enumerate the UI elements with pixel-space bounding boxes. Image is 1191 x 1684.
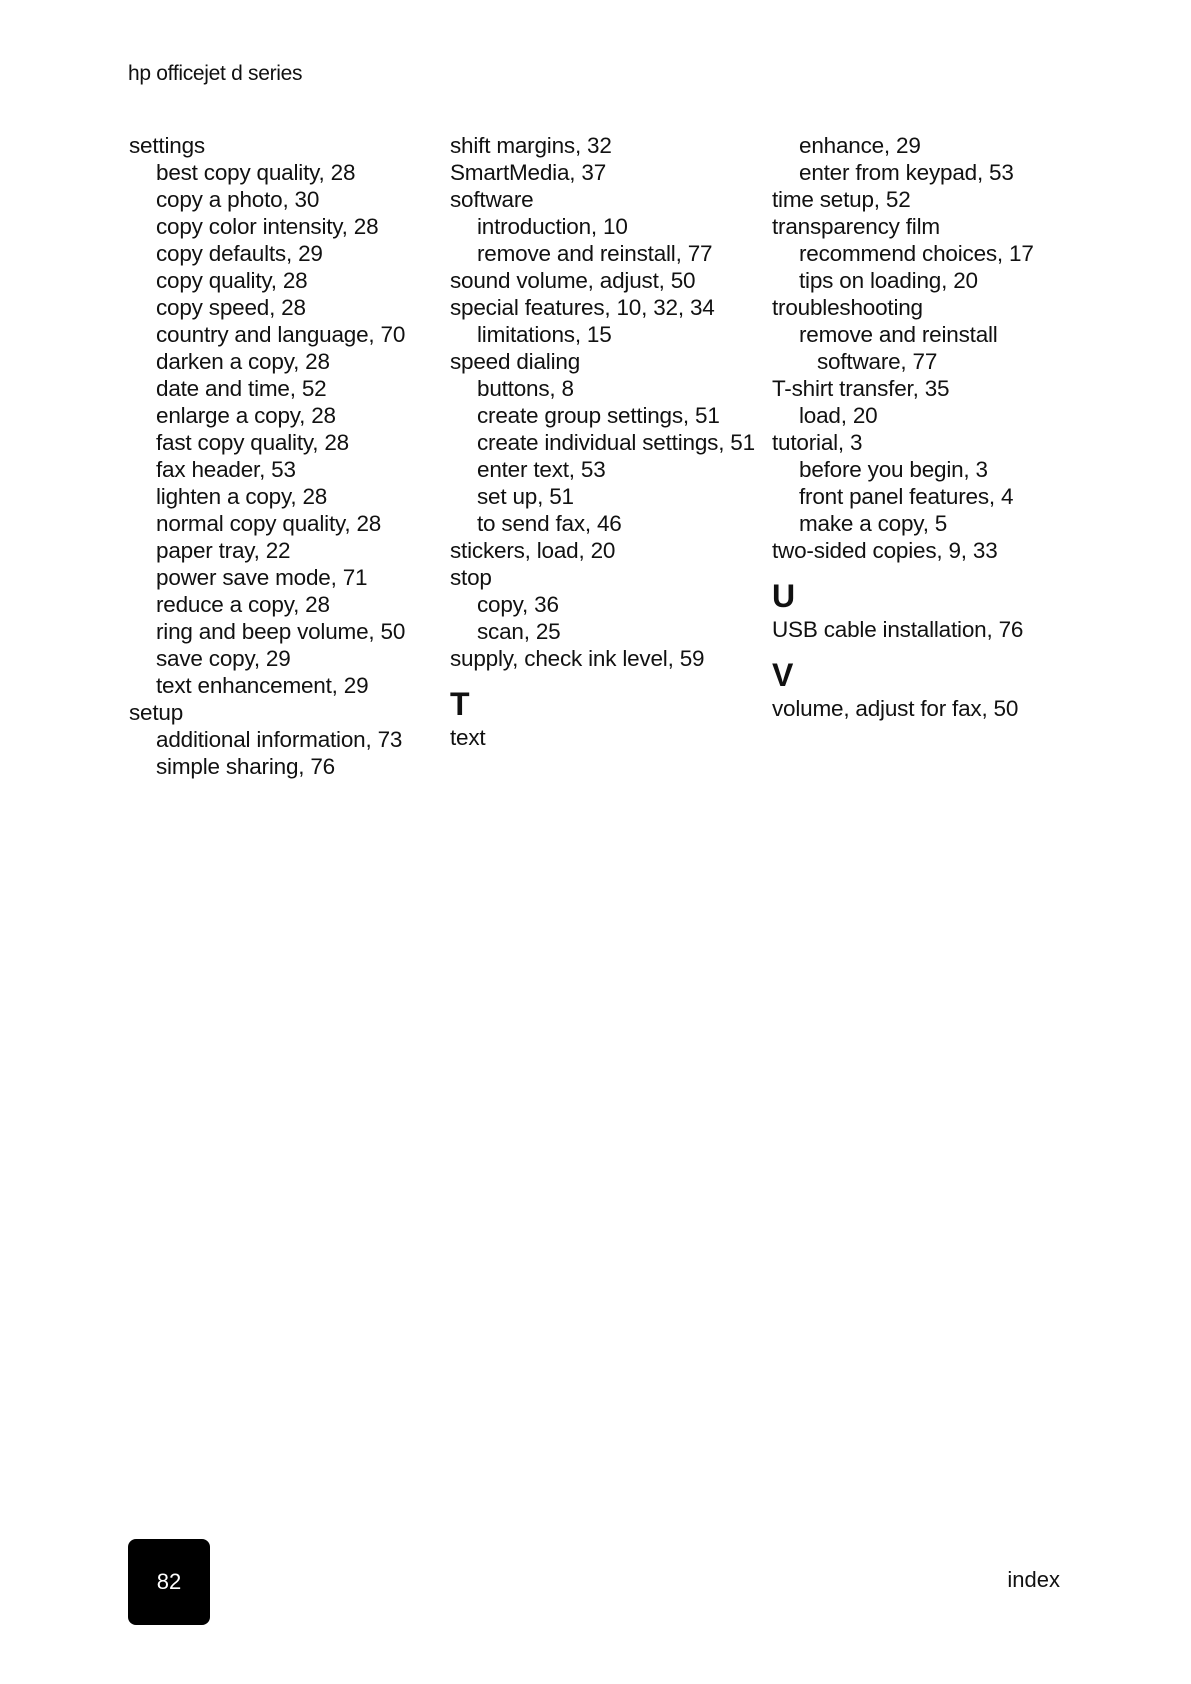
index-column-3	[772, 132, 1092, 722]
index-subentry: introduction, 10	[477, 214, 628, 239]
index-subentry: remove and reinstall	[799, 322, 998, 347]
index-subentry: country and language, 70	[156, 322, 406, 347]
index-entry: volume, adjust for fax, 50	[772, 696, 1019, 721]
page-number-badge	[128, 1539, 210, 1625]
index-entry: sound volume, adjust, 50	[450, 268, 696, 293]
index-entry: supply, check ink level, 59	[450, 646, 705, 671]
index-subentry: copy defaults, 29	[156, 241, 323, 266]
index-subentry: best copy quality, 28	[156, 160, 356, 185]
index-subentry: to send fax, 46	[477, 511, 622, 536]
index-subentry: remove and reinstall, 77	[477, 241, 713, 266]
index-subentry: make a copy, 5	[799, 511, 948, 536]
index-entry: speed dialing	[450, 349, 581, 374]
index-subentry: enter text, 53	[477, 457, 606, 482]
index-subentry: recommend choices, 17	[799, 241, 1034, 266]
index-entry: text	[450, 725, 486, 750]
index-subentry: copy quality, 28	[156, 268, 308, 293]
index-entry: software	[450, 187, 534, 212]
index-letter-heading: T	[450, 686, 470, 722]
index-entry: special features, 10, 32, 34	[450, 295, 715, 320]
index-entry: transparency film	[772, 214, 940, 239]
index-subentry: fax header, 53	[156, 457, 296, 482]
index-subentry: create individual settings, 51	[477, 430, 755, 455]
index-subentry: text enhancement, 29	[156, 673, 369, 698]
index-entry: shift margins, 32	[450, 133, 612, 158]
index-subentry: additional information, 73	[156, 727, 403, 752]
index-entry: USB cable installation, 76	[772, 617, 1024, 642]
index-subentry: copy, 36	[477, 592, 559, 617]
index-subentry: set up, 51	[477, 484, 574, 509]
index-subentry: reduce a copy, 28	[156, 592, 330, 617]
index-subentry: limitations, 15	[477, 322, 612, 347]
index-entry: stop	[450, 565, 492, 590]
index-subentry: load, 20	[799, 403, 878, 428]
index-subentry: enlarge a copy, 28	[156, 403, 336, 428]
index-subentry: software, 77	[817, 349, 938, 374]
index-subentry: enhance, 29	[799, 133, 921, 158]
index-subentry: before you begin, 3	[799, 457, 988, 482]
index-subentry: power save mode, 71	[156, 565, 368, 590]
index-subentry: ring and beep volume, 50	[156, 619, 406, 644]
page-number: 82	[156, 1569, 182, 1594]
index-entry: settings	[129, 133, 205, 158]
index-entry: stickers, load, 20	[450, 538, 616, 563]
index-subentry: tips on loading, 20	[799, 268, 978, 293]
index-subentry: save copy, 29	[156, 646, 291, 671]
index-subentry: front panel features, 4	[799, 484, 1014, 509]
index-subentry: copy color intensity, 28	[156, 214, 379, 239]
index-entry: tutorial, 3	[772, 430, 863, 455]
running-header: hp officejet d series	[128, 62, 303, 85]
index-entry: time setup, 52	[772, 187, 911, 212]
index-letter-heading: V	[772, 657, 794, 693]
index-subentry: darken a copy, 28	[156, 349, 330, 374]
index-subentry: fast copy quality, 28	[156, 430, 349, 455]
index-subentry: paper tray, 22	[156, 538, 291, 563]
index-subentry: copy a photo, 30	[156, 187, 320, 212]
index-entry: setup	[129, 700, 184, 725]
index-subentry: lighten a copy, 28	[156, 484, 328, 509]
index-subentry: scan, 25	[477, 619, 561, 644]
index-subentry: simple sharing, 76	[156, 754, 335, 779]
index-entry: T-shirt transfer, 35	[772, 376, 950, 401]
index-subentry: create group settings, 51	[477, 403, 720, 428]
index-subentry: normal copy quality, 28	[156, 511, 382, 536]
index-entry: troubleshooting	[772, 295, 923, 320]
index-column-1	[129, 132, 439, 780]
index-subentry: date and time, 52	[156, 376, 327, 401]
index-column-2	[450, 132, 770, 751]
index-subentry: copy speed, 28	[156, 295, 306, 320]
index-entry: SmartMedia, 37	[450, 160, 607, 185]
index-subentry: buttons, 8	[477, 376, 574, 401]
footer-section-name: index	[1007, 1567, 1060, 1592]
index-entry: two-sided copies, 9, 33	[772, 538, 998, 563]
index-subentry: enter from keypad, 53	[799, 160, 1014, 185]
index-letter-heading: U	[772, 578, 795, 614]
